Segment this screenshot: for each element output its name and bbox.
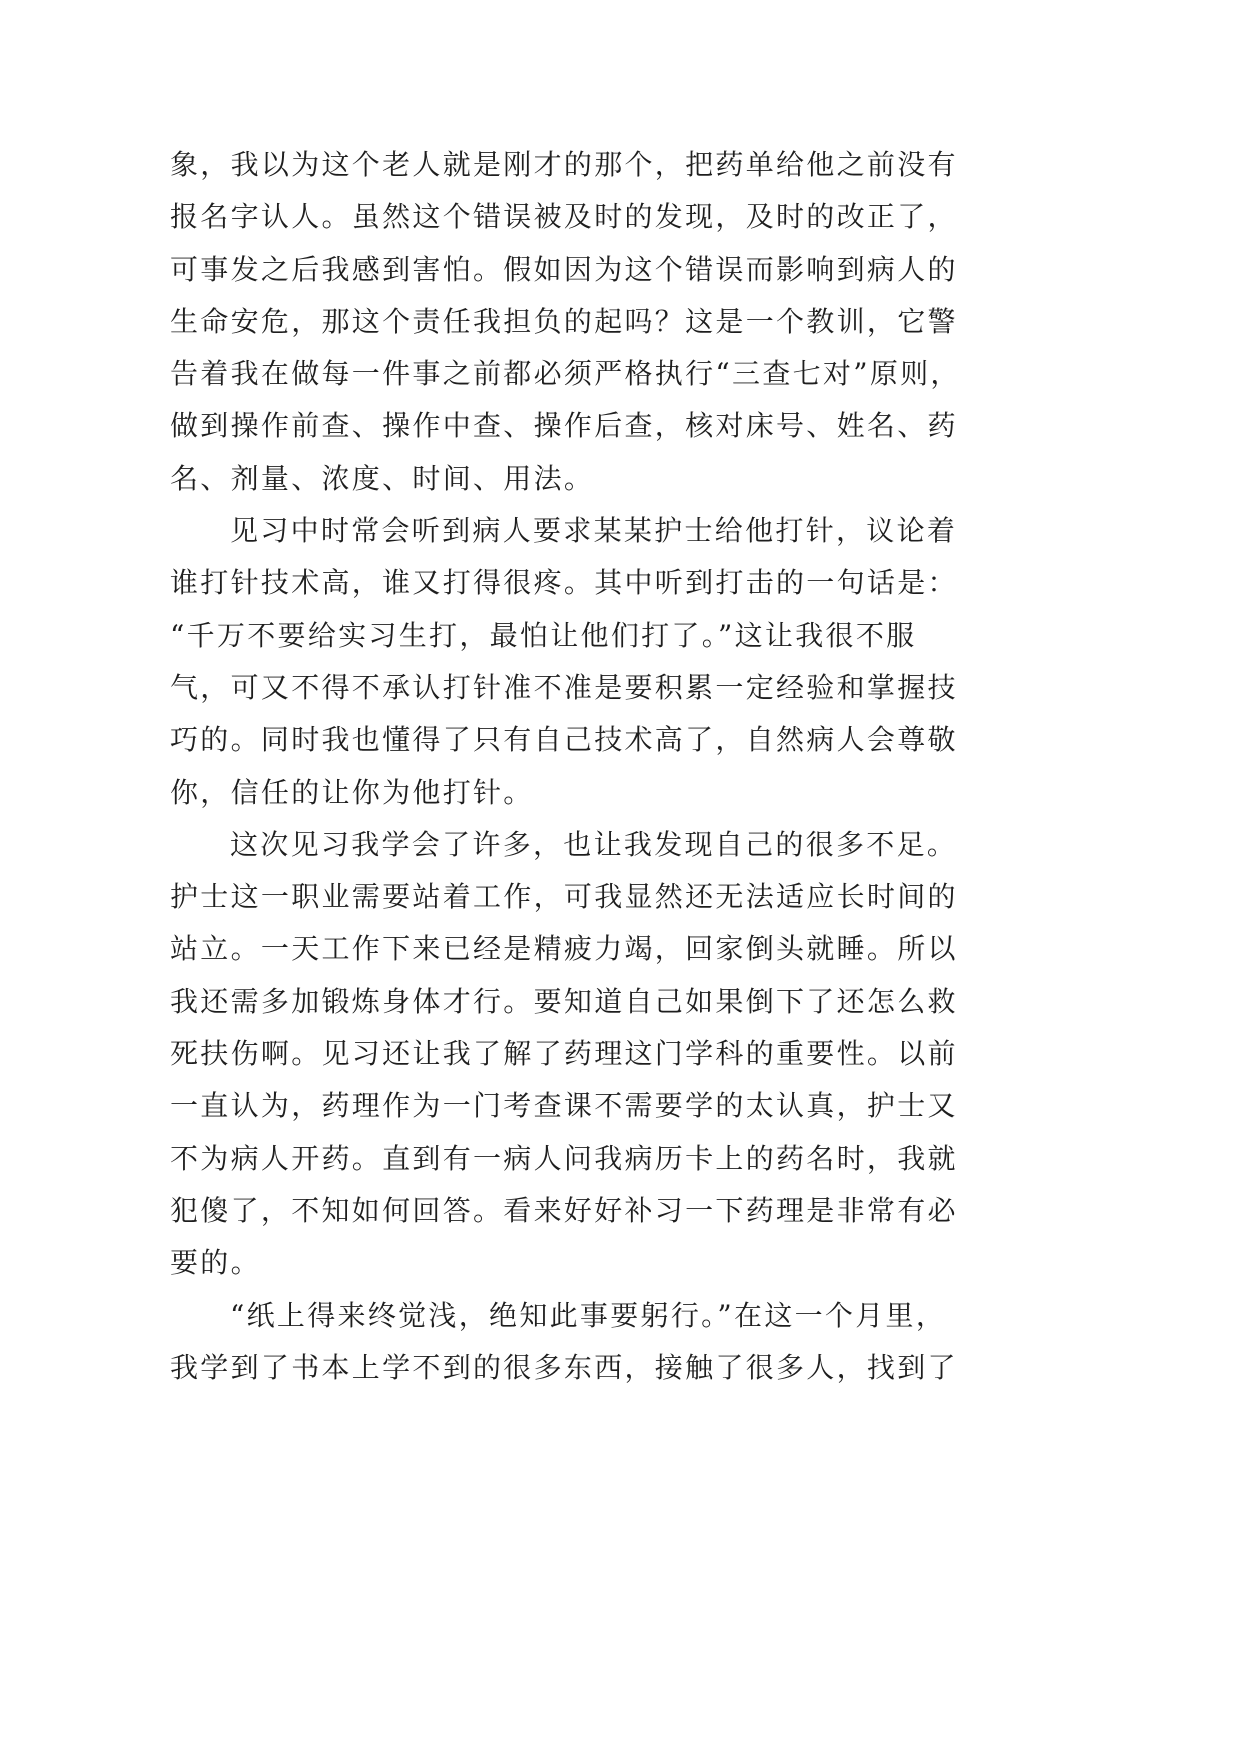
paragraph-1 — [170, 139, 980, 505]
text-line: 要的。 — [170, 1246, 261, 1280]
text-line: 谁打针技术高，谁又打得很疼。其中听到打击的一句话是： — [170, 566, 958, 600]
paragraph-2 — [170, 505, 980, 819]
text-line: 名、剂量、浓度、时间、用法。 — [170, 461, 595, 495]
text-line: 不为病人开药。直到有一病人问我病历卡上的药名时，我就 — [170, 1141, 958, 1175]
paragraph-4 — [170, 1290, 980, 1395]
text-line: 巧的。同时我也懂得了只有自己技术高了，自然病人会尊敬 — [170, 723, 958, 757]
text-line: 你，信任的让你为他打针。 — [170, 775, 534, 809]
text-line: 做到操作前查、操作中查、操作后查，核对床号、姓名、药 — [170, 409, 958, 443]
text-line: 报名字认人。虽然这个错误被及时的发现，及时的改正了， — [170, 200, 958, 234]
text-line: 护士这一职业需要站着工作，可我显然还无法适应长时间的 — [170, 880, 958, 914]
text-line: 站立。一天工作下来已经是精疲力竭，回家倒头就睡。所以 — [170, 932, 958, 966]
text-line: 我还需多加锻炼身体才行。要知道自己如果倒下了还怎么救 — [170, 984, 958, 1018]
paragraph-3 — [170, 819, 980, 1290]
text-line: “千万不要给实习生打，最怕让他们打了。”这让我很不服 — [170, 618, 917, 652]
text-line: 见习中时常会听到病人要求某某护士给他打针，议论着 — [230, 514, 958, 548]
text-line: 犯傻了，不知如何回答。看来好好补习一下药理是非常有必 — [170, 1193, 958, 1227]
text-line: 一直认为，药理作为一门考查课不需要学的太认真，护士又 — [170, 1089, 958, 1123]
text-line: 生命安危，那这个责任我担负的起吗？这是一个教训，它警 — [170, 304, 958, 338]
text-line: 可事发之后我感到害怕。假如因为这个错误而影响到病人的 — [170, 252, 958, 286]
text-line: 告着我在做每一件事之前都必须严格执行“三查七对”原则， — [170, 357, 961, 391]
document-body — [170, 139, 980, 1394]
text-line: 我学到了书本上学不到的很多东西，接触了很多人，找到了 — [170, 1350, 958, 1384]
text-line: “纸上得来终觉浅，绝知此事要躬行。”在这一个月里， — [230, 1298, 947, 1332]
text-line: 这次见习我学会了许多，也让我发现自己的很多不足。 — [230, 827, 958, 861]
text-line: 死扶伤啊。见习还让我了解了药理这门学科的重要性。以前 — [170, 1037, 958, 1071]
text-line: 气，可又不得不承认打针准不准是要积累一定经验和掌握技 — [170, 670, 958, 704]
text-line: 象，我以为这个老人就是刚才的那个，把药单给他之前没有 — [170, 148, 958, 181]
